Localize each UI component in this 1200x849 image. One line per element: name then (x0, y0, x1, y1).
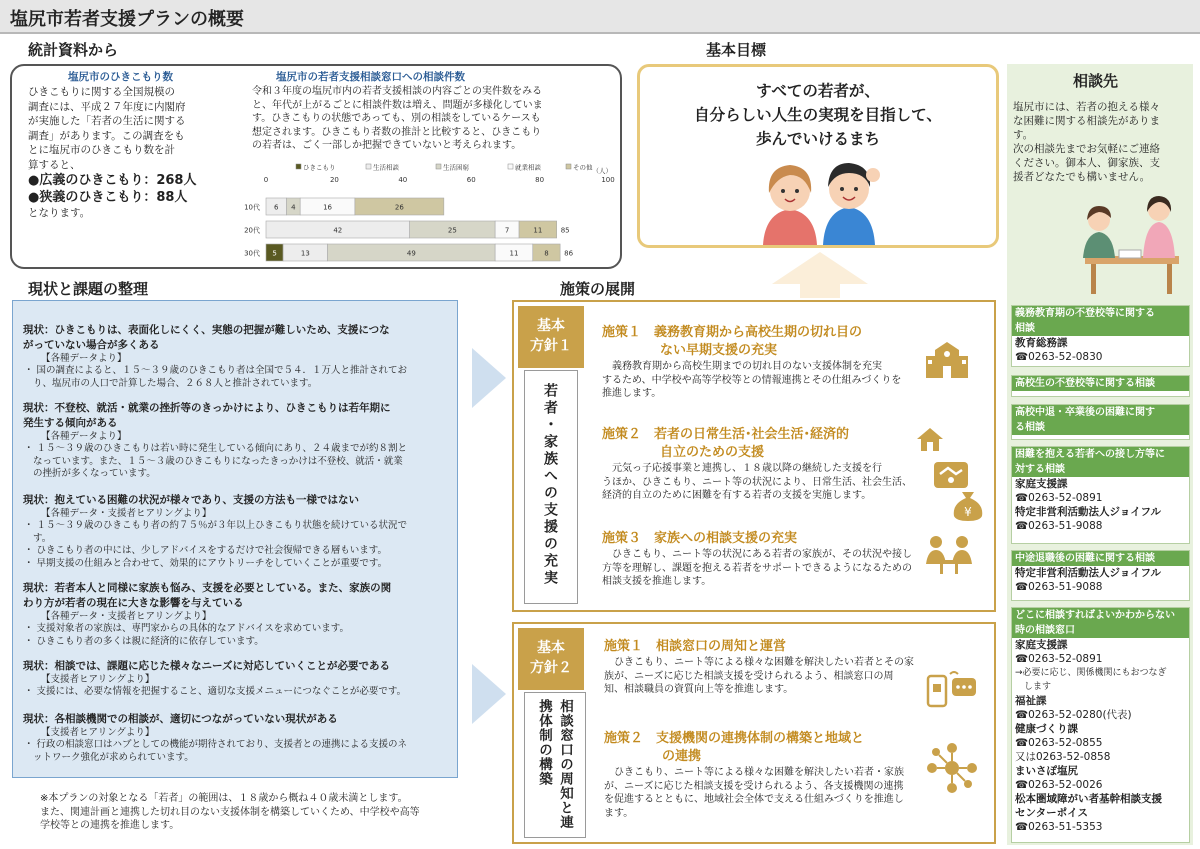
stat-line: と、年代が上がるごとに相談件数は増え、問題が多様化していま (252, 99, 543, 111)
issue-bullet: す。 (33, 532, 52, 544)
smartphone-icon (924, 668, 980, 712)
measure-body: を促進するとともに、地域社会全体で支える仕組みづくりを推進し (604, 794, 904, 805)
stat-line: 調査」があります。この調査をも (28, 129, 185, 142)
issue-5 (17, 659, 455, 699)
issue-bullet: ットワーク強化が求められています。 (33, 751, 194, 763)
measure-body: 経済的自立のために困難を有する若者の支援を実施します。 (602, 490, 872, 501)
policies-heading: 施策の展開 (560, 280, 636, 298)
measure-body: ひきこもり、ニート等による様々な困難を解決したい若者とその家 (604, 657, 914, 668)
data-label: 7 (504, 226, 510, 235)
issue-3 (17, 493, 455, 570)
policy-2-vertical-label (524, 692, 586, 838)
goal-heading: 基本目標 (706, 41, 767, 59)
policy-2-box (512, 622, 996, 844)
measure-body: 推進します。 (602, 388, 662, 399)
measure-title: ない早期支援の充実 (660, 343, 778, 358)
contact-phone[interactable]: 又は0263-52-0858 (1015, 751, 1111, 763)
right-arrow-2 (472, 664, 506, 724)
measure-body: 元気っ子応援事業と連携し、１８歳以降の継続した支援を行 (602, 463, 882, 474)
measure-body: ひきこもり、ニート等による様々な困難を解決したい若者・家族 (604, 767, 904, 778)
issue-source: 【支援者ヒアリングより】 (41, 727, 155, 738)
money-bag-icon (950, 486, 986, 522)
footnote-line: ※本プランの対象となる「若者」の範囲は、１８歳から概ね４０歳未満とします。 (40, 793, 408, 804)
x-tick-label: 100 (601, 176, 615, 184)
intro-line: な困難に関する相談先がありま (1013, 115, 1160, 127)
contact-group-title: 相談 (1012, 321, 1189, 336)
measure-title: 施策２ 若者の日常生活･社会生活･経済的 (602, 427, 850, 442)
issue-source: 【各種データ・支援者ヒアリングより】 (41, 508, 212, 519)
measure-body: 相談支援を推進します。 (602, 576, 712, 587)
goal-line-3: 歩んでいけるまち (755, 130, 880, 148)
contact-org: まいさぽ塩尻 (1015, 765, 1078, 777)
data-label: 5 (272, 249, 277, 258)
issue-source: 【支援者ヒアリングより】 (41, 674, 155, 685)
issue-bullet: ・ 支援対象者の家族は、専門家からの具体的なアドバイスを求めています。 (24, 623, 349, 634)
policy-2-vertical-text: 相談窓口の周知と連携体制の構築 (536, 699, 573, 830)
contact-phone[interactable]: ☎0263-52-0891 (1015, 492, 1103, 504)
narrow-hikikomori-count: ●狭義のひきこもり：88人 (28, 190, 188, 205)
issue-bullet: ・ 行政の相談窓口はハブとしての機能が期待されており、支援者との連携による支援のネ (24, 739, 408, 750)
contact-group-high-school (1011, 375, 1190, 397)
contact-group-mid-career (1011, 550, 1190, 601)
goal-line-2: 自分らしい人生の実現を目指して、 (694, 106, 942, 124)
contact-group-title: どこに相談すればよいかわからない (1012, 608, 1189, 623)
data-label: 49 (406, 249, 416, 258)
unit-label: （人） (592, 167, 612, 175)
consultation-illustration (1075, 186, 1187, 298)
measure-body: 義務教育期から高校生期までの切れ目のない支援体制を充実 (602, 361, 882, 372)
x-tick-label: 80 (535, 176, 545, 184)
issue-bullet: り、塩尻市の人口で計算した場合、２６８人と推計されています。 (33, 377, 318, 389)
contact-phone[interactable]: ☎0263-52-0855 (1015, 737, 1103, 749)
consultation-chart (226, 161, 618, 267)
issue-4 (17, 581, 455, 648)
contact-org: 教育総務課 (1015, 337, 1068, 349)
measure-title: 施策２ 支援機関の連携体制の構築と地域と (604, 731, 865, 746)
contact-phone[interactable]: ☎0263-51-9088 (1015, 581, 1103, 593)
badge-line: 基本 (537, 640, 565, 656)
issue-title: 現状：各相談機関での相談が、適切につながっていない現状がある (23, 713, 338, 725)
legend-label: 就業相談 (515, 163, 541, 172)
contact-phone[interactable]: ☎0263-51-9088 (1015, 520, 1103, 532)
contact-group-title: 中途退職後の困難に関する相談 (1012, 551, 1189, 566)
x-tick-label: 20 (329, 176, 339, 184)
data-label: 8 (544, 249, 549, 258)
issue-bullet: ・ １５～３９歳のひきこもりは若い時に発生している傾向にあり、２４歳までが約８割と (24, 443, 408, 454)
couple-illustration (755, 153, 885, 245)
contact-group-title: 高校生の不登校等に関する相談 (1012, 376, 1189, 391)
issue-title: 現状：相談では、課題に応じた様々なニーズに対応していくことが必要である (23, 660, 390, 672)
intro-line: ください。御本人、御家族、支 (1013, 157, 1160, 169)
data-label: 42 (333, 226, 343, 235)
data-label: 4 (291, 203, 296, 212)
goal-box (637, 64, 999, 248)
stat-line: 令和３年度の塩尻市内の若者支援相談の内容ごとの実件数をみる (252, 86, 542, 97)
network-icon (926, 742, 978, 794)
total-label: 86 (564, 249, 574, 258)
policy-2-badge (518, 628, 584, 690)
stat-line: の若者は、ごく一部しか把握できていないと考えられます。 (252, 140, 522, 151)
policy-1-measure-3 (602, 530, 922, 589)
measure-body: 知、相談職員の資質向上等を推進します。 (604, 684, 794, 695)
measure-title: 施策１ 義務教育期から高校生期の切れ目の (602, 325, 863, 340)
contact-org: 家庭支援課 (1015, 639, 1068, 651)
measure-body: ます。 (604, 807, 634, 819)
issue-1 (17, 323, 455, 390)
issue-source: 【各種データより】 (41, 353, 127, 364)
data-label: 13 (300, 249, 310, 258)
contact-note: →必要に応じ、関係機関にもおつなぎ (1015, 668, 1167, 678)
page-title: 塩尻市若者支援プランの概要 (10, 9, 244, 30)
stats-heading: 統計資料から (28, 41, 119, 59)
issue-title: 現状：若者本人と同様に家族も悩み、支援を必要としている。また、家族の関 (23, 582, 392, 594)
contacts-intro (1013, 100, 1191, 184)
issue-bullet: なっています。また、１５～３歳のひきこもりになったきっかけは不登校、就活・就業 (33, 455, 403, 467)
issues-box (12, 300, 458, 778)
policy-1-measure-2 (602, 426, 922, 503)
stat-line: とに塩尻市のひきこもり数を計 (28, 144, 175, 156)
issue-bullet: ・ ひきこもり者の多くは親に経済的に依存しています。 (24, 635, 264, 647)
contact-group-dropout (1011, 404, 1190, 440)
consultation-count-heading: 塩尻市の若者支援相談窓口への相談件数 (276, 71, 465, 83)
measure-body: ひきこもり、ニート等の状況にある若者の家族が、その状況や接し (602, 549, 912, 560)
measure-body: うほか、ひきこもり、ニート等の状況により、日常生活、社会生活、 (602, 476, 912, 488)
legend-label: ひきこもり (303, 163, 336, 172)
stat-line: 調査には、平成２７年度に内閣府 (28, 100, 186, 113)
policy-1-vertical-label (524, 370, 578, 604)
contacts-panel (1007, 64, 1193, 845)
policy-1-measure-1 (602, 324, 922, 401)
intro-line: 塩尻市には、若者の抱える様々 (1013, 101, 1160, 113)
stat-line: となります。 (28, 207, 91, 219)
contact-phone[interactable]: ☎0263-52-0026 (1015, 779, 1103, 791)
contact-org: 健康づくり課 (1015, 723, 1078, 735)
total-label: 85 (560, 226, 570, 235)
badge-line: 方針２ (530, 660, 572, 676)
policy-2-measure-2 (604, 730, 924, 820)
stat-line: 想定されます。ひきこもり者数の推計と比較すると、ひきこもり (252, 126, 542, 138)
issue-bullet: ・ ひきこもり者の中には、少しアドバイスをするだけで社会復帰できる層もいます。 (24, 545, 387, 556)
data-label: 16 (323, 203, 333, 212)
legend-swatch (566, 164, 571, 169)
contact-group-title: 困難を抱える若者への接し方等に (1012, 447, 1189, 462)
contact-group-general (1011, 607, 1190, 843)
contact-phone[interactable]: ☎0263-52-0280(代表) (1015, 709, 1132, 721)
measure-body: 方等を理解し、課題を抱える若者をサポートできるようになるための (602, 562, 912, 574)
legend-swatch (436, 164, 441, 169)
legend-label: 生活困窮 (443, 163, 469, 172)
badge-line: 方針１ (530, 338, 572, 354)
issue-bullet: ・ １５～３９歳のひきこもり者の約７５％が３年以上ひきこもり状態を続けている状況で (24, 520, 408, 531)
contact-group-title: 時の相談窓口 (1012, 623, 1189, 638)
hikikomori-count-heading: 塩尻市のひきこもり数 (68, 71, 173, 83)
x-tick-label: 0 (263, 176, 269, 184)
contacts-heading: 相談先 (1073, 72, 1119, 90)
contact-group-title: 高校中退・卒業後の困難に関す (1012, 405, 1189, 420)
measure-title: の連携 (662, 749, 702, 764)
measure-body: 族が、ニーズに応じた相談支援を受けられるよう、相談窓口の周 (604, 670, 894, 682)
contact-group-title: 対する相談 (1012, 462, 1189, 477)
category-label: 10代 (244, 203, 260, 212)
contact-org: 家庭支援課 (1015, 478, 1068, 490)
intro-line: 次の相談先までお気軽にご連絡 (1013, 143, 1160, 155)
up-arrow (770, 250, 870, 298)
issue-title: わり方が若者の現在に大きな影響を与えている (23, 597, 244, 609)
issue-6 (17, 712, 455, 764)
stats-box (10, 64, 622, 269)
x-tick-label: 60 (466, 176, 476, 184)
contact-org: センターポイス (1015, 807, 1088, 819)
issues-heading: 現状と課題の整理 (28, 280, 149, 298)
category-label: 30代 (244, 249, 260, 258)
category-label: 20代 (244, 226, 260, 235)
house-icon (916, 426, 944, 452)
broad-hikikomori-count: ●広義のひきこもり：268人 (28, 173, 197, 188)
issue-2 (17, 401, 455, 481)
stat-line: 算すると、 (28, 158, 81, 171)
legend-label: その他 (573, 163, 593, 172)
measure-title: 施策１ 相談窓口の周知と運営 (604, 639, 787, 654)
issue-bullet: ・ 国の調査によると、１５～３９歳のひきこもり者は全国で５４．１万人と推計されてお (24, 365, 408, 376)
footnote-line: 学校等との連携を推進します。 (40, 820, 180, 831)
issue-title: がっていない場合が多くある (23, 339, 160, 351)
stat-line: ひきこもりに関する全国規模の (28, 86, 175, 98)
issue-title: 現状：抱えている困難の状況が様々であり、支援の方法も一様ではない (23, 494, 359, 506)
issue-source: 【各種データ・支援者ヒアリングより】 (41, 611, 212, 622)
policy-1-box (512, 300, 996, 612)
contact-org: 松本圏域障がい者基幹相談支援 (1015, 793, 1162, 805)
data-label: 26 (394, 203, 404, 212)
school-icon (924, 340, 970, 380)
contact-group-title: 義務教育期の不登校等に関する (1012, 306, 1189, 321)
issue-bullet: ・ 支援には、必要な情報を把握すること、適切な支援メニューにつなぐことが必要です。 (24, 686, 407, 697)
measure-body: が、ニーズに応じた相談支援を受けられるよう、各支援機関の連携 (604, 780, 904, 792)
contact-group-family-support (1011, 446, 1190, 544)
consultation-count-text (252, 85, 620, 153)
contact-phone[interactable]: ☎0263-52-0891 (1015, 653, 1103, 665)
intro-line: す。 (1013, 129, 1034, 141)
legend-swatch (366, 164, 371, 169)
stat-line: す。ひきこもりの状態であっても、別の相談をしているケースも (252, 113, 541, 124)
stat-line: が実施した「若者の生活に関する (28, 115, 186, 127)
data-label: 25 (447, 226, 457, 235)
contact-org: 福祉課 (1015, 695, 1047, 707)
issue-title: 発生する傾向がある (23, 417, 118, 429)
contact-org: 特定非営利活動法人ジョイフル (1015, 567, 1162, 579)
footnote-line: また、関連計画と連携した切れ目のない支援体制を構築していくため、中学校や高等 (40, 806, 420, 818)
issue-title: 現状：不登校、就活・就業の挫折等のきっかけにより、ひきこもりは若年期に (23, 402, 391, 414)
legend-swatch (508, 164, 513, 169)
policy-2-measure-1 (604, 638, 924, 697)
data-label: 6 (274, 203, 279, 212)
legend-label: 生活相談 (373, 163, 399, 172)
data-label: 11 (533, 226, 543, 235)
issue-bullet: の挫折が多くなっています。 (33, 468, 156, 479)
title-bar (0, 0, 1200, 34)
footnote (40, 792, 460, 833)
x-tick-label: 40 (398, 176, 408, 184)
badge-line: 基本 (537, 318, 565, 334)
measure-title: 自立のための支援 (660, 445, 765, 460)
policy-1-badge (518, 306, 584, 368)
intro-line: 援者どなたでも構いません。 (1013, 171, 1151, 183)
issue-source: 【各種データより】 (41, 431, 127, 442)
measure-body: するため、中学校や高等学校等との情報連携とその仕組みづくりを (602, 374, 902, 386)
goal-line-1: すべての若者が、 (756, 82, 880, 100)
family-icon (924, 534, 976, 576)
contact-note: します (1015, 682, 1052, 692)
contact-phone[interactable]: ☎0263-51-5353 (1015, 821, 1103, 833)
contact-org: 特定非営利活動法人ジョイフル (1015, 506, 1162, 518)
contact-group-title: る相談 (1012, 420, 1189, 435)
contact-phone[interactable]: ☎0263-52-0830 (1015, 351, 1103, 363)
legend-swatch (296, 164, 301, 169)
svg-text:¥: ¥ (964, 505, 972, 519)
contact-group-compulsory-education (1011, 305, 1190, 367)
issue-bullet: ・ 早期支援の仕組みと合わせて、効果的にアウトリーチをしていくことが重要です。 (24, 557, 388, 569)
issue-title: 現状：ひきこもりは、表面化しにくく、実態の把握が難しいため、支援につな (23, 324, 390, 336)
data-label: 11 (509, 249, 519, 258)
measure-title: 施策３ 家族への相談支援の充実 (602, 531, 798, 546)
hikikomori-count-text (28, 85, 246, 221)
right-arrow-1 (472, 348, 506, 408)
policy-1-vertical-text: 若者・家族への支援の充実 (542, 383, 558, 587)
